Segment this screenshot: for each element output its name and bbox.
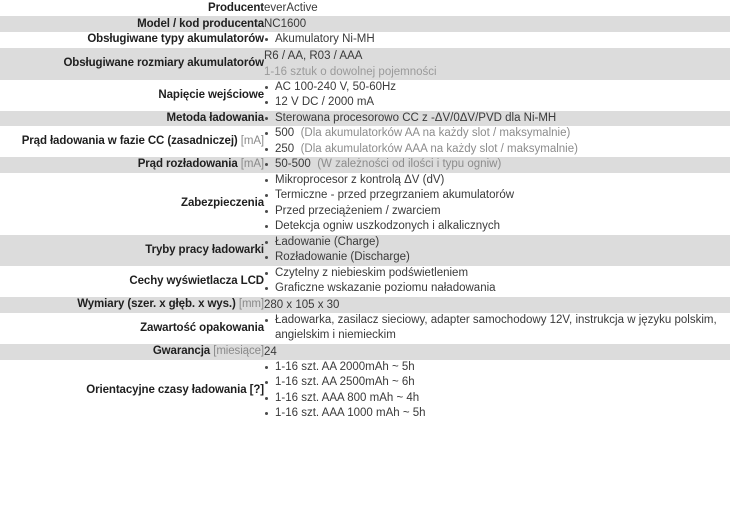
spec-value-line: 24 xyxy=(264,345,277,358)
spec-label-text: Producent xyxy=(208,1,264,14)
spec-row-value xyxy=(264,313,730,344)
spec-label-unit: [?] xyxy=(249,384,264,396)
spec-label-text: Zawartość opakowania xyxy=(140,321,264,334)
spec-value-note: (Dla akumulatorków AAA na każdy slot / maksymalnie) xyxy=(300,142,578,155)
spec-value-line: 280 x 105 x 30 xyxy=(264,298,340,311)
spec-label-text: Tryby pracy ładowarki xyxy=(145,243,264,256)
spec-label-text: Cechy wyświetlacza LCD xyxy=(129,274,264,287)
spec-row-value xyxy=(264,16,730,32)
spec-row-value xyxy=(264,360,730,422)
spec-row xyxy=(0,344,730,360)
spec-row-label xyxy=(0,313,264,344)
spec-row-label xyxy=(0,32,264,48)
spec-value-list xyxy=(264,235,730,266)
spec-row-value xyxy=(264,157,730,173)
spec-value-number: 250 xyxy=(275,142,295,155)
spec-value-list xyxy=(264,313,730,344)
spec-row xyxy=(0,313,730,344)
spec-value-subtitle: 1-16 sztuk o dowolnej pojemności xyxy=(264,65,437,78)
spec-value-list-item: AC 100-240 V, 50-60Hz xyxy=(264,80,730,96)
spec-row-label xyxy=(0,0,264,16)
spec-value-list xyxy=(264,266,730,297)
spec-value-note: (Dla akumulatorków AA na każdy slot / maksymalnie) xyxy=(300,127,571,139)
spec-value-list-item: Akumulatory Ni-MH xyxy=(264,32,730,48)
spec-row xyxy=(0,297,730,313)
spec-row xyxy=(0,173,730,235)
spec-label-text: Napięcie wejściowe xyxy=(158,88,264,101)
spec-value-list-item: Sterowana procesorowo CC z -ΔV/0ΔV/PVD dla Ni-MH xyxy=(264,111,730,127)
spec-value-note: (W zależności od ilości i typu ogniw) xyxy=(317,158,502,170)
spec-value-list-item: Detekcja ogniw uszkodzonych i alkalicznych xyxy=(264,219,730,235)
spec-row-label xyxy=(0,344,264,360)
spec-row-label xyxy=(0,16,264,32)
spec-value-list xyxy=(264,157,730,173)
spec-row xyxy=(0,80,730,111)
spec-row-label xyxy=(0,111,264,127)
spec-row xyxy=(0,0,730,16)
spec-value-list-item: 12 V DC / 2000 mA xyxy=(264,95,730,111)
spec-label-text: Obsługiwane typy akumulatorów xyxy=(87,33,264,46)
spec-value-list-item: Ładowarka, zasilacz sieciowy, adapter samochodowy 12V, instrukcja w języku polskim, angielskim i niemieckim xyxy=(264,313,730,344)
spec-label-unit: [mm] xyxy=(238,298,264,310)
spec-row xyxy=(0,266,730,297)
spec-value-list-item: Czytelny z niebieskim podświetleniem xyxy=(264,266,730,282)
spec-label-text: Orientacyjne czasy ładowania xyxy=(86,384,247,396)
spec-row xyxy=(0,126,730,157)
spec-value-list-item: 1-16 szt. AA 2000mAh ~ 5h xyxy=(264,360,730,376)
spec-row xyxy=(0,32,730,48)
spec-label-text: Zabezpieczenia xyxy=(181,197,264,209)
spec-value-list-item: Przed przeciążeniem / zwarciem xyxy=(264,204,730,220)
spec-row-value xyxy=(264,344,730,360)
spec-row xyxy=(0,157,730,173)
spec-value-list xyxy=(264,80,730,111)
spec-value-list-item: Graficzne wskazanie poziomu naładowania xyxy=(264,281,730,297)
spec-row-value xyxy=(264,48,730,80)
spec-value-number: 500 xyxy=(275,127,295,139)
spec-value-line: R6 / AA, R03 / AAA xyxy=(264,49,363,62)
spec-label-text: Model / kod producenta xyxy=(137,17,264,30)
spec-row-label xyxy=(0,173,264,235)
spec-row-value xyxy=(264,0,730,16)
spec-value-line: everActive xyxy=(264,2,318,14)
spec-label-text: Metoda ładowania xyxy=(166,111,264,124)
spec-row-value xyxy=(264,126,730,157)
spec-row xyxy=(0,48,730,80)
spec-value-list xyxy=(264,360,730,422)
spec-row-value xyxy=(264,235,730,266)
spec-value-number: 50-500 xyxy=(275,158,311,170)
spec-row-label xyxy=(0,235,264,266)
spec-value-list-item: 1-16 szt. AA 2500mAh ~ 6h xyxy=(264,375,730,391)
spec-value-list xyxy=(264,111,730,127)
spec-value-list-item: 1-16 szt. AAA 800 mAh ~ 4h xyxy=(264,391,730,407)
spec-value-list xyxy=(264,173,730,235)
spec-value-list-item: Termiczne - przed przegrzaniem akumulatorów xyxy=(264,188,730,204)
spec-row xyxy=(0,360,730,422)
spec-value-line: NC1600 xyxy=(264,18,307,30)
spec-label-text: Obsługiwane rozmiary akumulatorów xyxy=(63,57,264,69)
spec-row xyxy=(0,235,730,266)
spec-value-list-item xyxy=(264,126,730,142)
spec-row-value xyxy=(264,32,730,48)
spec-row-value xyxy=(264,266,730,297)
spec-row xyxy=(0,16,730,32)
spec-value-list-item: Mikroprocesor z kontrolą ΔV (dV) xyxy=(264,173,730,189)
spec-row-value xyxy=(264,297,730,313)
spec-label-text: Gwarancja xyxy=(152,345,211,357)
spec-row-label xyxy=(0,80,264,111)
spec-row-label xyxy=(0,360,264,422)
spec-row-label xyxy=(0,157,264,173)
spec-value-list-item xyxy=(264,142,730,158)
spec-value-list-item: Rozładowanie (Discharge) xyxy=(264,250,730,266)
spec-label-text: Wymiary (szer. x głęb. x wys.) xyxy=(77,298,236,310)
spec-label-unit: [mA] xyxy=(240,135,264,147)
spec-value-list-item: Ładowanie (Charge) xyxy=(264,235,730,251)
spec-label-unit: [miesiące] xyxy=(213,345,264,357)
spec-row-label xyxy=(0,126,264,157)
spec-row-value xyxy=(264,173,730,235)
spec-row-value xyxy=(264,80,730,111)
spec-label-text: Prąd rozładowania xyxy=(137,158,238,171)
spec-row-label xyxy=(0,266,264,297)
spec-row-value xyxy=(264,111,730,127)
spec-value-list xyxy=(264,32,730,48)
spec-value-list xyxy=(264,126,730,157)
spec-row xyxy=(0,111,730,127)
spec-label-unit: [mA] xyxy=(240,158,264,171)
spec-row-label xyxy=(0,297,264,313)
spec-value-list-item xyxy=(264,157,730,173)
spec-value-list-item: 1-16 szt. AAA 1000 mAh ~ 5h xyxy=(264,406,730,422)
spec-label-text: Prąd ładowania w fazie CC (zasadniczej) xyxy=(21,135,238,147)
spec-row-label xyxy=(0,48,264,80)
